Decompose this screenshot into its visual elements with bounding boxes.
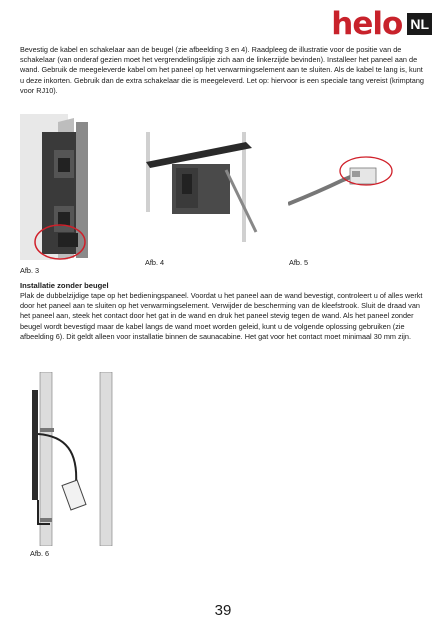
figure-3-illustration [18,108,118,268]
helo-logo [331,7,432,41]
figure-3-caption: Afb. 3 [20,266,40,275]
logo-wordmark: helo [331,6,403,42]
language-badge: NL [407,13,432,35]
figure-4-illustration [146,132,266,250]
section-paragraph: Plak de dubbelzijdige tape op het bedieningspaneel. Voordat u het paneel aan de wand bevestigt, controleert u of alles werkt door het paneel aan te sluiten op het verwarmingselement. Verwijder de bescherming van de kleefstrook. Sluit de draad van het paneel aan, steek het contact door het gat in de wand en druk het paneel stevig tegen de wand. Als het paneel zonder beugel wordt bevestigd maar de kabel langs de wand moet worden geleid, kunt u de volgende oplossing gebruiken (zie afbeelding 6). Dit geldt alleen voor installatie binnen de saunacabine. Het gat voor het contact moet minimaal 30 mm zijn. [20,291,423,341]
section-heading: Installatie zonder beugel [20,281,109,290]
figure-5-illustration [288,152,398,222]
intro-paragraph: Bevestig de kabel en schakelaar aan de beugel (zie afbeelding 3 en 4). Raadpleeg de illustratie voor de positie van de schakelaar (van onderaf gezien moet het vergrendelingslipje zich aan de linkerzijde bevinden). Installeer het paneel aan de wand. Gebruik de meegeleverde kabel om het paneel op het verwarmingselement aan te sluiten. Als de kabel te lang is, kunt u deze inkorten. Gebruik dan de extra schakelaar die is meegeleverd. Let op: hiervoor is een speciale tang vereist (krimptang voor RJ10). [20,45,424,95]
figure-4-caption: Afb. 4 [145,258,165,267]
figure-5-caption: Afb. 5 [289,258,309,267]
figure-6-illustration [26,372,126,546]
figure-6-caption: Afb. 6 [30,549,50,558]
page-number: 39 [214,602,232,619]
